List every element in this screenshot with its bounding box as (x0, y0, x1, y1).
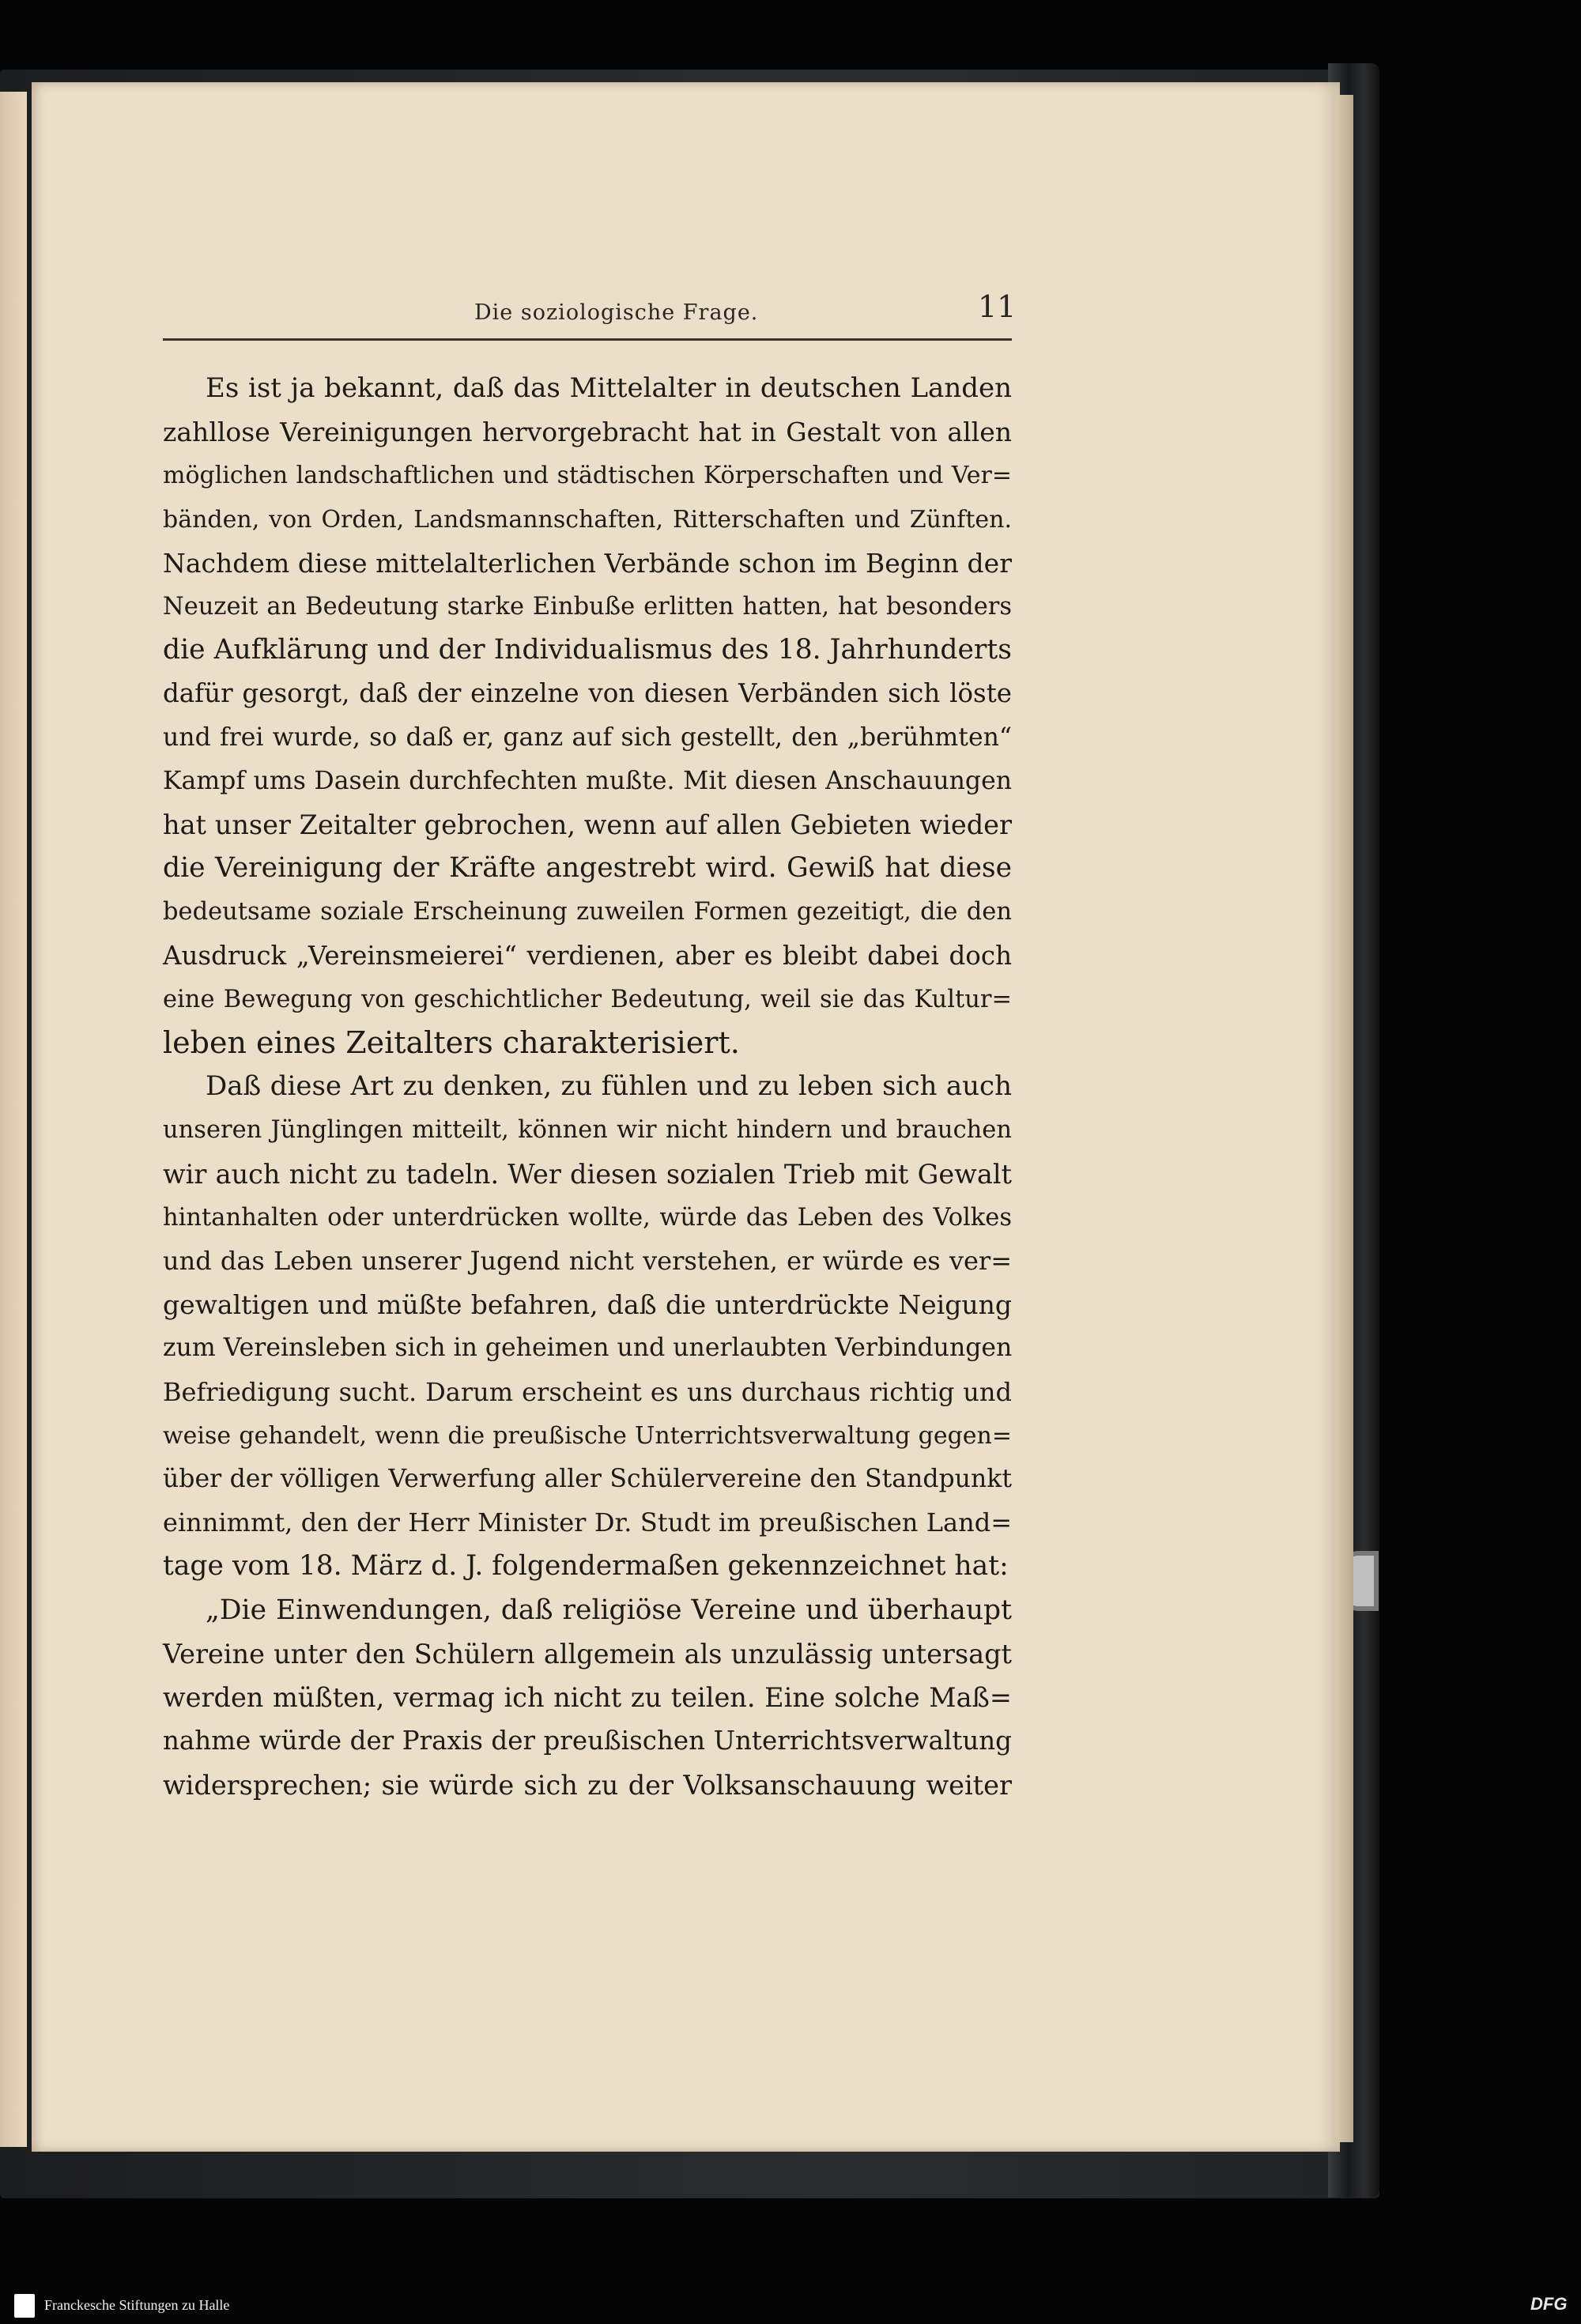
text-line: möglichen landschaftlichen und städtischen Körperschaften und Ver= (163, 462, 1012, 490)
text-line: Es ist ja bekannt, daß das Mittelalter in deutschen Landen (206, 372, 1012, 404)
text-line: Nachdem diese mittelalterlichen Verbände schon im Beginn der (163, 547, 1012, 579)
text-line: hat unser Zeitalter gebrochen, wenn auf allen Gebieten wieder (163, 809, 1012, 841)
text-line: dafür gesorgt, daß der einzelne von diesen Verbänden sich löste (163, 678, 1012, 709)
text-line: tage vom 18. März d. J. folgendermaßen gekennzeichnet hat: (163, 1550, 1009, 1583)
text-line: nahme würde der Praxis der preußischen Unterrichtsverwaltung (163, 1726, 1012, 1756)
text-line: und das Leben unserer Jugend nicht verstehen, er würde es ver= (163, 1246, 1012, 1277)
body-text (163, 367, 1012, 1807)
text-line: gewaltigen und müßte befahren, daß die unterdrückte Neigung (163, 1289, 1012, 1321)
text-line: Daß diese Art zu denken, zu fühlen und zu leben sich auch (206, 1070, 1012, 1103)
text-line: und frei wurde, so daß er, ganz auf sich gestellt, den „berühmten“ (163, 722, 1012, 752)
text-line: wir auch nicht zu tadeln. Wer diesen sozialen Trieb mit Gewalt (163, 1158, 1012, 1190)
text-line: eine Bewegung von geschichtlicher Bedeutung, weil sie das Kultur= (163, 985, 1012, 1013)
page-stack-edge (1336, 95, 1353, 2142)
text-line: über der völligen Verwerfung aller Schülervereine den Standpunkt (163, 1465, 1012, 1494)
footer-bar (0, 2289, 1581, 2324)
header-rule (163, 338, 1012, 341)
text-line: „Die Einwendungen, daß religiöse Vereine und überhaupt (206, 1594, 1012, 1626)
institution-name: Franckesche Stiftungen zu Halle (44, 2297, 230, 2313)
page-number: 11 (978, 289, 1017, 324)
text-line: Kampf ums Dasein durchfechten mußte. Mit diesen Anschauungen (163, 766, 1012, 795)
text-line: weise gehandelt, wenn die preußische Unterrichtsverwaltung gegen= (163, 1421, 1012, 1450)
text-line: bedeutsame soziale Erscheinung zuweilen Formen gezeitigt, die den (163, 898, 1012, 926)
text-line: leben eines Zeitalters charakterisiert. (163, 1025, 740, 1061)
text-line: die Aufklärung und der Individualismus des 18. Jahrhunderts (163, 634, 1012, 666)
text-line: zahllose Vereinigungen hervorgebracht hat in Gestalt von allen (163, 417, 1012, 448)
text-line: hintanhalten oder unterdrücken wollte, würde das Leben des Volkes (163, 1203, 1012, 1232)
previous-page-edge (0, 92, 27, 2147)
institution-logo-icon (14, 2294, 35, 2318)
text-line: werden müßten, vermag ich nicht zu teilen. Eine solche Maß= (163, 1682, 1012, 1714)
text-line: Befriedigung sucht. Darum erscheint es uns durchaus richtig und (163, 1376, 1012, 1407)
text-line: bänden, von Orden, Landsmannschaften, Ritterschaften und Zünften. (163, 505, 1012, 534)
text-line: Vereine unter den Schülern allgemein als unzulässig untersagt (163, 1638, 1012, 1669)
text-line: Ausdruck „Vereinsmeierei“ verdienen, aber es bleibt dabei doch (163, 940, 1012, 971)
text-line: widersprechen; sie würde sich zu der Volksanschauung weiter (163, 1769, 1012, 1801)
dfg-logo: DFG (1530, 2294, 1568, 2314)
text-line: unseren Jünglingen mitteilt, können wir nicht hindern und brauchen (163, 1116, 1012, 1145)
text-line: die Vereinigung der Kräfte angestrebt wird. Gewiß hat diese (163, 852, 1012, 885)
text-line: Neuzeit an Bedeutung starke Einbuße erlitten hatten, hat besonders (163, 593, 1012, 621)
text-line: einnimmt, den der Herr Minister Dr. Studt im preußischen Land= (163, 1507, 1012, 1538)
text-line: zum Vereinsleben sich in geheimen und unerlaubten Verbindungen (163, 1334, 1013, 1363)
running-header: Die soziologische Frage. (474, 300, 759, 325)
